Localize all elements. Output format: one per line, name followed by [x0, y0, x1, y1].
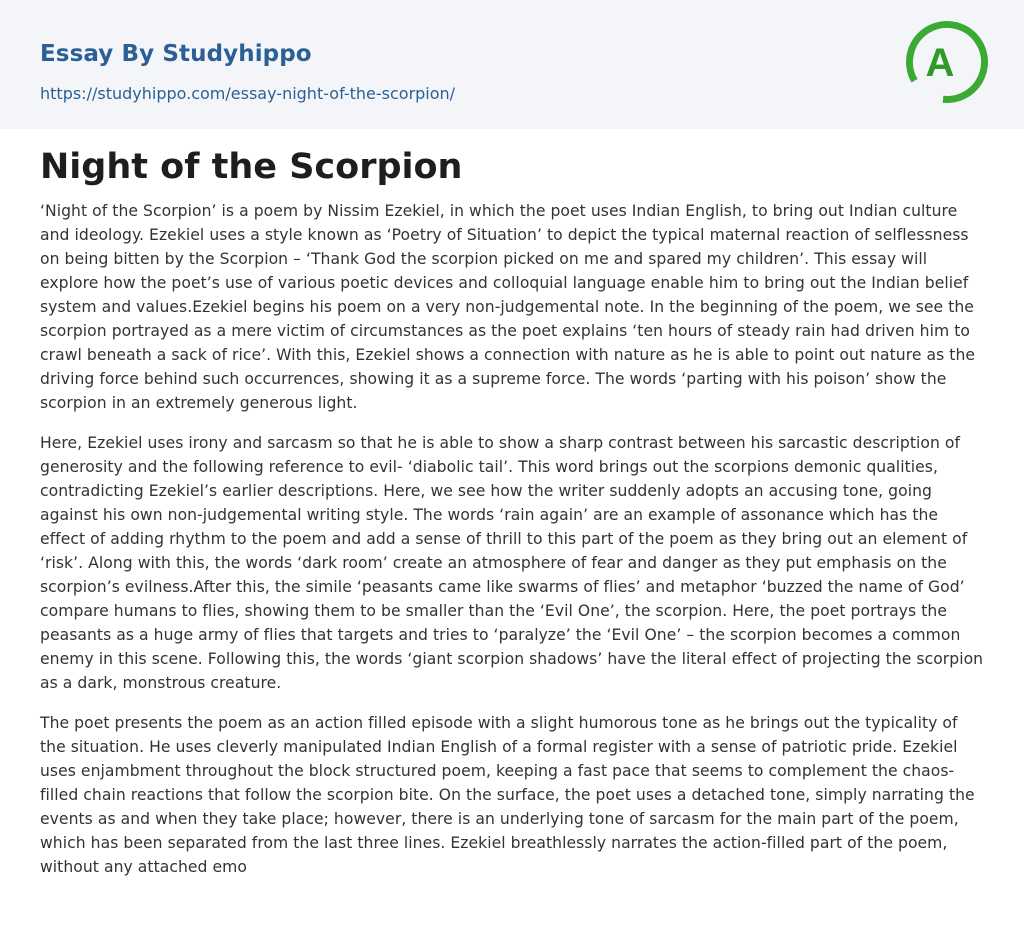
article [40, 144, 984, 895]
site-title: Essay By Studyhippo [40, 41, 312, 67]
logo-icon[interactable] [905, 18, 989, 106]
essay-paragraph: The poet presents the poem as an action filled episode with a slight humorous tone as he brings out the typicality of the situation. He uses cleverly manipulated Indian English of a formal register with a sense of patriotic pride. Ezekiel uses enjambment throughout the block structured poem, keeping a fast pace that seems to complement the chaos-filled chain reactions that follow the scorpion bite. On the surface, the poet uses a detached tone, simply narrating the events as and when they take place; however, there is an underlying tone of sarcasm for the main part of the poem, which has been separated from the last three lines. Ezekiel breathlessly narrates the action-filled part of the poem, without any attached emo [40, 714, 975, 876]
site-header [0, 0, 1024, 129]
essay-paragraph: ‘Night of the Scorpion’ is a poem by Nissim Ezekiel, in which the poet uses Indian English, to bring out Indian culture and ideology. Ezekiel uses a style known as ‘Poetry of Situation’ to depict the typical maternal reaction of selflessness on being bitten by the Scorpion – ‘Thank God the scorpion picked on me and spared my children’. This essay will explore how the poet’s use of various poetic devices and colloquial language enable him to bring out the Indian belief system and values.Ezekiel begins his poem on a very non-judgemental note. In the beginning of the poem, we see the scorpion portrayed as a mere victim of circumstances as the poet explains ‘ten hours of steady rain had driven him to crawl beneath a sack of rice’. With this, Ezekiel shows a connection with nature as he is able to point out nature as the driving force behind such occurrences, showing it as a supreme force. The words ‘parting with his poison’ show the scorpion in an extremely generous light. [40, 202, 976, 412]
essay-paragraph: Here, Ezekiel uses irony and sarcasm so that he is able to show a sharp contrast between his sarcastic description of generosity and the following reference to evil- ‘diabolic tail’. This word brings out the scorpions demonic qualities, contradicting Ezekiel’s earlier descriptions. Here, we see how the writer suddenly adopts an accusing tone, going against his own non-judgemental writing style. The words ‘rain again’ are an example of assonance which has the effect of adding rhythm to the poem and add a sense of thrill to this part of the poem as they bring out an element of ‘risk’. Along with this, the words ‘dark room’ create an atmosphere of fear and danger as they put emphasis on the scorpion’s evilness.After this, the simile ‘peasants came like swarms of flies’ and metaphor ‘buzzed the name of God’ compare humans to flies, showing them to be smaller than the ‘Evil One’, the scorpion. Here, the poet portrays the peasants as a huge army of flies that targets and tries to ‘paralyze’ the ‘Evil One’ – the scorpion becomes a common enemy in this scene. Following this, the words ‘giant scorpion shadows’ have the literal effect of projecting the scorpion as a dark, monstrous creature. [40, 434, 984, 692]
logo-letter: A [925, 41, 955, 85]
essay-url-link[interactable]: https://studyhippo.com/essay-night-of-the-scorpion/ [40, 84, 456, 103]
essay-title: Night of the Scorpion [40, 147, 463, 187]
